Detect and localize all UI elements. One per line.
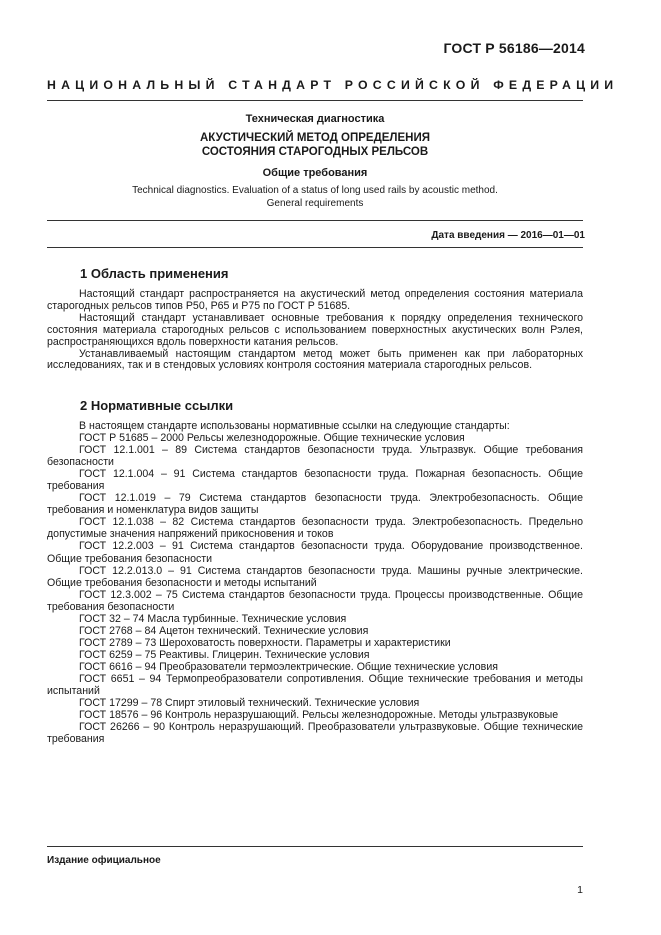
section-1-heading: 1 Область применения xyxy=(80,266,229,281)
paragraph: Настоящий стандарт устанавливает основные требования к порядку определения технического состояния материала старогодных рельсов с использованием поверхностных акустических волн Рэлея, распространяющихся вдоль поверхности катания рельсов. xyxy=(47,311,583,348)
date-divider xyxy=(47,247,583,248)
reference-item: ГОСТ 12.2.003 – 91 Система стандартов безопасности труда. Оборудование производственное. Общие требования безопасности xyxy=(47,540,583,565)
section-1-body xyxy=(47,289,583,372)
page-number: 1 xyxy=(577,884,583,896)
english-title-line-2: General requirements xyxy=(266,198,364,209)
reference-item: ГОСТ 6616 – 94 Преобразователи термоэлектрические. Общие технические условия xyxy=(79,660,498,673)
reference-item: ГОСТ 17299 – 78 Спирт этиловый технический. Технические условия xyxy=(79,697,420,710)
section-2-heading: 2 Нормативные ссылки xyxy=(80,398,234,413)
reference-item: ГОСТ 12.2.013.0 – 91 Система стандартов безопасности труда. Машины ручные электрические. Общие требования безопасности и методы испытаний xyxy=(47,564,583,589)
reference-item: ГОСТ 12.1.004 – 91 Система стандартов безопасности труда. Пожарная безопасность. Общие требования xyxy=(47,468,583,493)
reference-item: ГОСТ 32 – 74 Масла турбинные. Технические условия xyxy=(79,612,347,625)
footer-divider xyxy=(47,846,583,847)
main-title-line-2: СОСТОЯНИЯ СТАРОГОДНЫХ РЕЛЬСОВ xyxy=(201,146,429,158)
reference-item: ГОСТ 26266 – 90 Контроль неразрушающий. Преобразователи ультразвуковые. Общие технические требования xyxy=(47,721,583,746)
national-standard-banner: НАЦИОНАЛЬНЫЙ СТАНДАРТ РОССИЙСКОЙ ФЕДЕРАЦИИ xyxy=(47,78,619,92)
subject-title: Техническая диагностика xyxy=(245,113,385,125)
reference-item: ГОСТ 6651 – 94 Термопреобразователи сопротивления. Общие технические требования и методы испытаний xyxy=(47,672,583,698)
reference-item: ГОСТ 2789 – 73 Шероховатость поверхности. Параметры и характеристики xyxy=(79,636,451,649)
document-number: ГОСТ Р 56186—2014 xyxy=(443,40,585,56)
reference-item: ГОСТ 6259 – 75 Реактивы. Глицерин. Технические условия xyxy=(79,648,370,661)
reference-item: ГОСТ 18576 – 96 Контроль неразрушающий. Рельсы железнодорожные. Методы ультразвуковые xyxy=(79,709,559,722)
introduction-date: Дата введения — 2016—01—01 xyxy=(431,230,585,241)
normative-references-list xyxy=(47,420,583,745)
english-title-line-1: Technical diagnostics. Evaluation of a status of long used rails by acoustic method. xyxy=(132,185,498,196)
reference-item: ГОСТ 12.1.038 – 82 Система стандартов безопасности труда. Электробезопасность. Предельно допустимые значения напряжений прикосновения и токов xyxy=(47,516,583,541)
reference-item: ГОСТ 12.3.002 – 75 Система стандартов безопасности труда. Процессы производственные. Общие требования безопасности xyxy=(47,588,583,613)
title-divider xyxy=(47,220,583,221)
paragraph: Настоящий стандарт распространяется на акустический метод определения состояния материала старогодных рельсов типов Р50, Р65 и Р75 по ГОСТ Р 51685. xyxy=(47,288,583,312)
paragraph: Устанавливаемый настоящим стандартом метод может быть применен как при лабораторных исследованиях, так и в стендовых условиях контроля состояния материала старогодных рельсов. xyxy=(47,347,583,372)
requirements-subtitle: Общие требования xyxy=(262,167,368,179)
reference-item: ГОСТ 2768 – 84 Ацетон технический. Технические условия xyxy=(79,624,369,637)
top-divider xyxy=(47,100,583,101)
reference-item: ГОСТ 12.1.019 – 79 Система стандартов безопасности труда. Электробезопасность. Общие требования и номенклатура видов защиты xyxy=(47,492,583,517)
reference-item: ГОСТ Р 51685 – 2000 Рельсы железнодорожные. Общие технические условия xyxy=(79,432,465,445)
reference-item: ГОСТ 12.1.001 – 89 Система стандартов безопасности труда. Ультразвук. Общие требования безопасности xyxy=(47,444,583,469)
official-edition-label: Издание официальное xyxy=(47,855,161,866)
references-intro: В настоящем стандарте использованы нормативные ссылки на следующие стандарты: xyxy=(79,420,510,432)
main-title-line-1: АКУСТИЧЕСКИЙ МЕТОД ОПРЕДЕЛЕНИЯ xyxy=(199,132,431,144)
